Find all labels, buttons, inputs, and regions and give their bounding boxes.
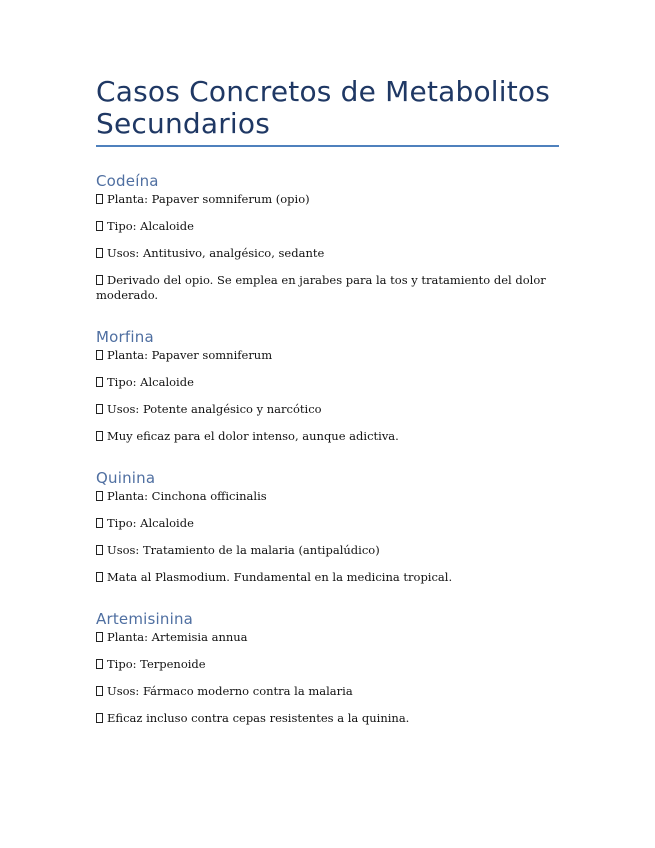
missing-glyph-box-icon	[96, 491, 103, 501]
list-item	[96, 192, 559, 207]
section-quinina	[96, 469, 559, 585]
list-item-text: Eficaz incluso contra cepas resistentes a la quinina.	[107, 711, 410, 725]
section-heading: Quinina	[96, 469, 156, 487]
list-item-text: Usos: Potente analgésico y narcótico	[107, 402, 322, 416]
section-heading: Artemisinina	[96, 610, 194, 628]
list-item	[96, 375, 559, 390]
list-item	[96, 657, 559, 672]
document-title-line-1: Casos Concretos de Metabolitos	[96, 75, 551, 108]
list-item-text: Planta: Cinchona officinalis	[107, 489, 267, 503]
list-item-text: Derivado del opio. Se emplea en jarabes para la tos y tratamiento del dolor moderado.	[96, 273, 546, 302]
document-page	[96, 72, 559, 738]
missing-glyph-box-icon	[96, 632, 103, 642]
missing-glyph-box-icon	[96, 194, 103, 204]
missing-glyph-box-icon	[96, 713, 103, 723]
list-item-text: Usos: Antitusivo, analgésico, sedante	[107, 246, 325, 260]
list-item-text: Tipo: Terpenoide	[107, 657, 206, 671]
list-item-text: Muy eficaz para el dolor intenso, aunque adictiva.	[107, 429, 399, 443]
list-item-text: Planta: Papaver somniferum (opio)	[107, 192, 310, 206]
section-heading: Codeína	[96, 172, 159, 190]
list-item	[96, 348, 559, 363]
list-item	[96, 402, 559, 417]
missing-glyph-box-icon	[96, 572, 103, 582]
list-item-text: Planta: Artemisia annua	[107, 630, 248, 644]
missing-glyph-box-icon	[96, 518, 103, 528]
missing-glyph-box-icon	[96, 686, 103, 696]
list-item-text: Planta: Papaver somniferum	[107, 348, 273, 362]
missing-glyph-box-icon	[96, 659, 103, 669]
list-item-text: Usos: Fármaco moderno contra la malaria	[107, 684, 353, 698]
document-title-line-2: Secundarios	[96, 107, 271, 140]
list-item	[96, 684, 559, 699]
list-item-text: Mata al Plasmodium. Fundamental en la medicina tropical.	[107, 570, 453, 584]
missing-glyph-box-icon	[96, 350, 103, 360]
list-item-text: Usos: Tratamiento de la malaria (antipalúdico)	[107, 543, 380, 557]
section-morfina	[96, 328, 559, 444]
list-item	[96, 516, 559, 531]
document-title	[96, 76, 559, 140]
list-item	[96, 273, 559, 303]
missing-glyph-box-icon	[96, 377, 103, 387]
list-item	[96, 429, 559, 444]
list-item	[96, 543, 559, 558]
missing-glyph-box-icon	[96, 545, 103, 555]
section-codeina	[96, 172, 559, 303]
list-item	[96, 246, 559, 261]
missing-glyph-box-icon	[96, 221, 103, 231]
list-item	[96, 219, 559, 234]
missing-glyph-box-icon	[96, 431, 103, 441]
list-item	[96, 489, 559, 504]
list-item-text: Tipo: Alcaloide	[107, 375, 194, 389]
section-heading: Morfina	[96, 328, 154, 346]
list-item-text: Tipo: Alcaloide	[107, 516, 194, 530]
missing-glyph-box-icon	[96, 275, 103, 285]
list-item-text: Tipo: Alcaloide	[107, 219, 194, 233]
title-underline-rule	[96, 145, 559, 147]
missing-glyph-box-icon	[96, 248, 103, 258]
missing-glyph-box-icon	[96, 404, 103, 414]
list-item	[96, 711, 559, 726]
section-artemisinina	[96, 610, 559, 726]
list-item	[96, 570, 559, 585]
list-item	[96, 630, 559, 645]
